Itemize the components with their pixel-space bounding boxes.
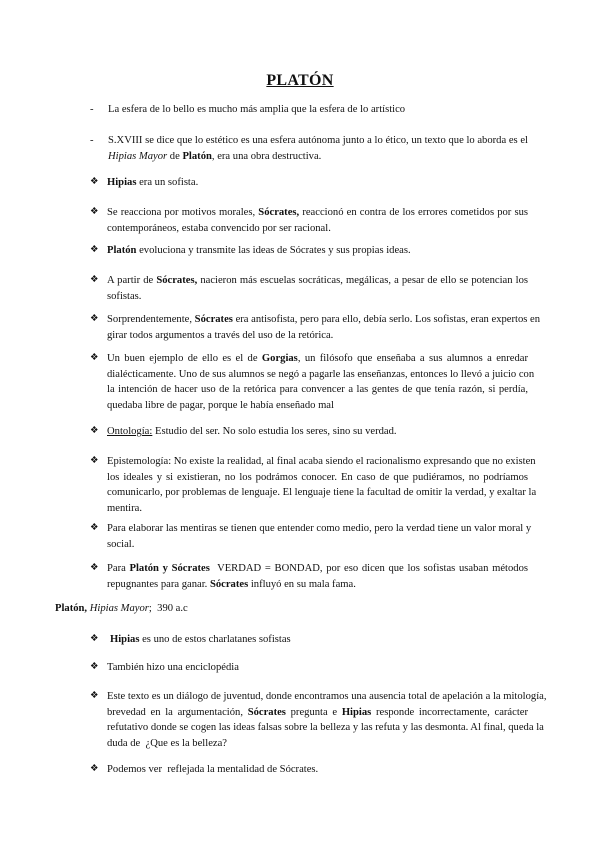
item-line: dialécticamente. Uno de sus alumnos se negó a pagarle las enseñanzas, entonces lo llevó a juicio con bbox=[107, 368, 535, 380]
item-line: Se reacciona por motivos morales, Sócrates, reaccionó en contra de los errores cometidos por sus bbox=[107, 207, 529, 218]
list-item bbox=[90, 312, 541, 343]
list-item bbox=[90, 102, 528, 118]
list-item: ❖ Platón evoluciona y transmite las ideas de Sócrates y sus propias ideas. bbox=[90, 243, 528, 259]
diamond-bullet-icon: ❖ bbox=[90, 456, 99, 466]
list-item: ❖ Hipias es uno de estos charlatanes sofistas bbox=[90, 632, 528, 648]
item-line: sofistas. bbox=[107, 290, 142, 302]
item-line: Sorprendentemente, Sócrates era antisofista, pero para ello, debía serlo. Los sofistas, eran expertos en bbox=[107, 314, 541, 325]
item-line: los ideales y si existieran, no los podrámos conocer. En caso de que pudiéramos, no podríamos bbox=[107, 471, 528, 483]
item-line: Para Platón y Sócrates VERDAD = BONDAD, por eso dicen que los sofistas usaban métodos bbox=[107, 563, 528, 574]
diamond-bullet-icon: ❖ bbox=[90, 523, 99, 533]
item-line: Un buen ejemplo de ello es el de Gorgias, un filósofo que enseñaba a sus alumnos a enredar bbox=[107, 353, 528, 364]
diamond-bullet-icon: ❖ bbox=[90, 563, 99, 573]
item-line: mentira. bbox=[107, 503, 143, 515]
list-item: ❖ Ontología: Estudio del ser. No solo estudia los seres, sino su verdad. bbox=[90, 424, 528, 440]
dash-bullet: - bbox=[90, 104, 94, 115]
item-line: comunicarlo, por problemas de lenguaje. El lenguaje tiene la facultad de omitir la verdad, y exaltar la bbox=[107, 487, 537, 499]
item-line: Este texto es un diálogo de juventud, donde encontramos una ausencia total de apelación a la mitología, bbox=[107, 691, 547, 702]
item-line: la intención de hacer uso de la retórica para convencer a las gentes de que tenía razón, si perdía, bbox=[107, 384, 528, 396]
list-item bbox=[90, 351, 535, 414]
list-item: ❖ Hipias era un sofista. bbox=[90, 175, 528, 191]
diamond-bullet-icon: ❖ bbox=[90, 353, 99, 363]
list-item: ❖ Podemos ver reflejada la mentalidad de Sócrates. bbox=[90, 762, 528, 778]
list-item bbox=[90, 133, 528, 164]
list-item bbox=[90, 521, 532, 552]
diamond-bullet-icon: ❖ bbox=[90, 426, 99, 436]
item-text: La esfera de lo bello es mucho más amplia que la esfera de lo artístico bbox=[108, 104, 406, 115]
item-line: quedaba libre de pagar, porque le había enseñado mal bbox=[107, 400, 334, 412]
list-item bbox=[90, 561, 528, 592]
item-line: brevedad en la argumentación, Sócrates pregunta e Hipias responde incorrectamente, carácter bbox=[107, 706, 528, 718]
list-item bbox=[90, 689, 547, 752]
diamond-bullet-icon: ❖ bbox=[90, 314, 99, 324]
item-line: Hipias Mayor de Platón, era una obra destructiva. bbox=[108, 150, 322, 162]
item-line: refutativo donde se cogen las ideas falsas sobre la belleza y las refuta y las desmonta. Al final, queda la bbox=[107, 722, 544, 734]
list-item bbox=[90, 454, 537, 517]
diamond-bullet-icon: ❖ bbox=[90, 634, 99, 644]
diamond-bullet-icon: ❖ bbox=[90, 245, 99, 255]
item-line: A partir de Sócrates, nacieron más escuelas socráticas, megálicas, a pesar de ello se potencian los bbox=[107, 275, 528, 286]
dash-bullet: - bbox=[90, 135, 94, 146]
diamond-bullet-icon: ❖ bbox=[90, 662, 99, 672]
item-line: repugnantes para ganar. Sócrates influyó en su mala fama. bbox=[107, 578, 356, 590]
item-line: girar todos argumentos a través del uso de la retórica. bbox=[107, 329, 334, 341]
item-line: duda de ¿Que es la belleza? bbox=[107, 738, 227, 750]
diamond-bullet-icon: ❖ bbox=[90, 177, 99, 187]
item-line: Para elaborar las mentiras se tienen que entender como medio, pero la verdad tiene un valor moral y bbox=[107, 523, 532, 534]
list-item bbox=[90, 273, 528, 304]
section-heading: Platón, Hipias Mayor; 390 a.c bbox=[55, 603, 188, 614]
list-item: ❖ También hizo una enciclopédia bbox=[90, 660, 528, 676]
item-line: social. bbox=[107, 538, 135, 550]
diamond-bullet-icon: ❖ bbox=[90, 691, 99, 701]
diamond-bullet-icon: ❖ bbox=[90, 207, 99, 217]
item-line: S.XVIII se dice que lo estético es una esfera autónoma junto a lo ético, un texto que lo aborda es el bbox=[108, 135, 528, 146]
item-line: Epistemología: No existe la realidad, al final acaba siendo el racionalismo expresando que no existen bbox=[107, 456, 536, 467]
list-item bbox=[90, 205, 528, 236]
item-line: contemporáneos, estaba convencido por ser racional. bbox=[107, 222, 331, 234]
page-title: PLATÓN bbox=[266, 72, 334, 89]
diamond-bullet-icon: ❖ bbox=[90, 275, 99, 285]
diamond-bullet-icon: ❖ bbox=[90, 764, 99, 774]
